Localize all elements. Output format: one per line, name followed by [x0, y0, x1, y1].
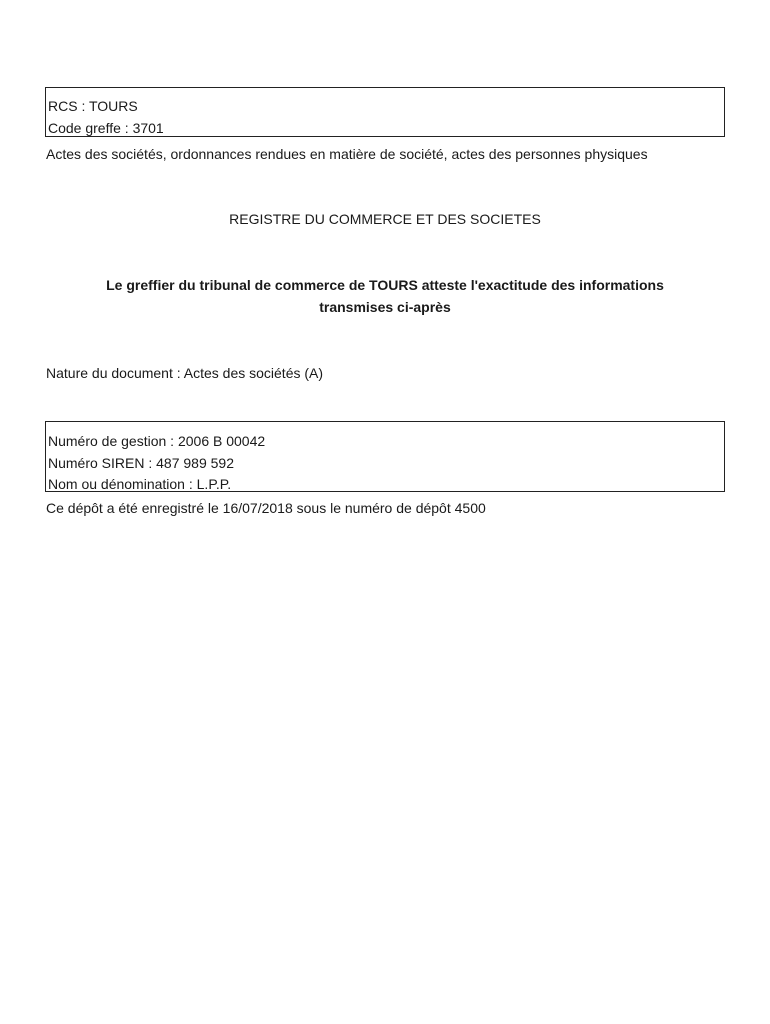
code-greffe: Code greffe : 3701: [48, 120, 164, 136]
company-info-box: [45, 421, 725, 492]
attestation-line-1: Le greffier du tribunal de commerce de TOURS atteste l'exactitude des informations: [106, 277, 664, 293]
company-denomination: Nom ou dénomination : L.P.P.: [48, 476, 232, 492]
gestion-number: Numéro de gestion : 2006 B 00042: [48, 433, 266, 449]
attestation-line-2: transmises ci-après: [319, 299, 451, 315]
document-nature: Nature du document : Actes des sociétés (A): [46, 365, 324, 381]
registry-title: REGISTRE DU COMMERCE ET DES SOCIETES: [229, 211, 541, 227]
siren-number: Numéro SIREN : 487 989 592: [48, 455, 234, 471]
acts-description: Actes des sociétés, ordonnances rendues en matière de société, actes des personnes physiques: [46, 146, 648, 162]
registry-header-box: [45, 87, 725, 137]
deposit-note: Ce dépôt a été enregistré le 16/07/2018 sous le numéro de dépôt 4500: [46, 500, 486, 516]
rcs-city: RCS : TOURS: [48, 98, 138, 114]
